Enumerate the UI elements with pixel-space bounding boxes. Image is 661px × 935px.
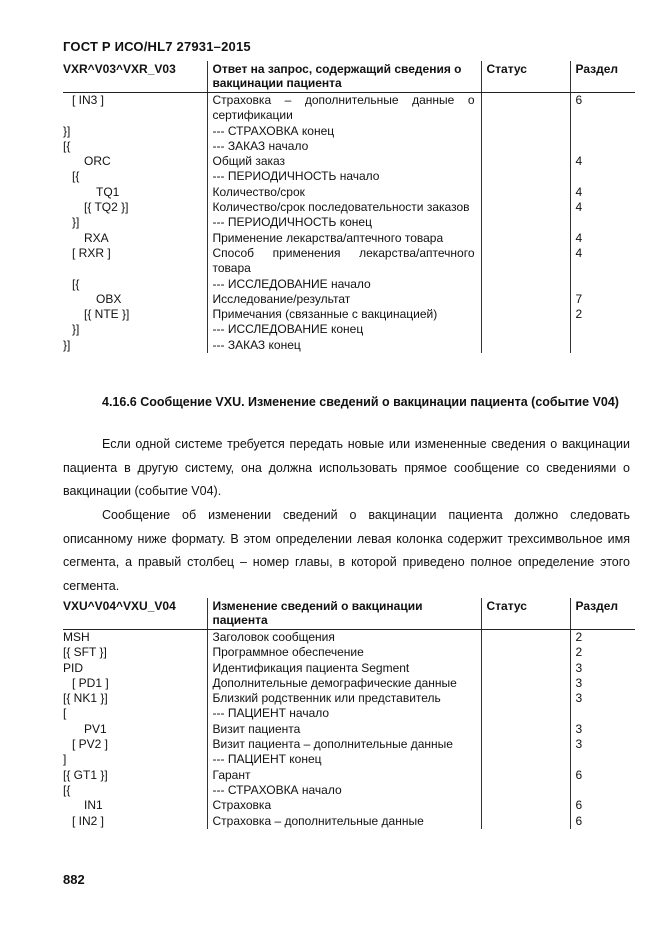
section-cell xyxy=(570,706,635,721)
table-row xyxy=(63,231,635,246)
section-cell: 6 xyxy=(570,814,635,829)
section-cell: 3 xyxy=(570,691,635,706)
segment-cell: [{ xyxy=(72,276,80,291)
column-header-status: Статус xyxy=(481,598,570,630)
section-cell xyxy=(570,169,635,184)
column-header-status: Статус xyxy=(481,61,570,93)
table-row xyxy=(63,691,635,706)
status-cell xyxy=(481,246,570,277)
description-cell: Страховка xyxy=(207,798,481,813)
section-cell: 3 xyxy=(570,661,635,676)
segment-cell: }] xyxy=(63,337,71,352)
table-row xyxy=(63,246,635,277)
page-number: 882 xyxy=(63,872,85,887)
status-cell xyxy=(481,722,570,737)
table-row xyxy=(63,676,635,691)
status-cell xyxy=(481,768,570,783)
status-cell xyxy=(481,277,570,292)
section-cell: 4 xyxy=(570,246,635,277)
section-cell xyxy=(570,752,635,767)
column-header-section: Раздел xyxy=(570,598,635,630)
description-cell: Близкий родственник или представитель xyxy=(207,691,481,706)
section-cell: 3 xyxy=(570,676,635,691)
segment-cell: MSH xyxy=(63,630,90,644)
column-header-description: Ответ на запрос, содержащий сведения о вакцинации пациента xyxy=(207,61,481,93)
status-cell xyxy=(481,661,570,676)
description-cell: --- ПЕРИОДИЧНОСТЬ начало xyxy=(207,169,481,184)
status-cell xyxy=(481,215,570,230)
description-cell: Заголовок сообщения xyxy=(207,630,481,646)
status-cell xyxy=(481,645,570,660)
column-header-message: VXU^V04^VXU_V04 xyxy=(63,598,207,630)
section-cell xyxy=(570,215,635,230)
status-cell xyxy=(481,676,570,691)
table-row xyxy=(63,185,635,200)
segment-table-vxu xyxy=(63,598,635,829)
table-row xyxy=(63,783,635,798)
description-cell: Способ применения лекарства/аптечного товара xyxy=(207,246,481,277)
section-cell xyxy=(570,783,635,798)
status-cell xyxy=(481,169,570,184)
segment-cell: [{ SFT }] xyxy=(63,645,107,660)
status-cell xyxy=(481,630,570,646)
table-row xyxy=(63,139,635,154)
description-cell: Страховка – дополнительные данные о сертификации xyxy=(207,93,481,124)
segment-cell: [ RXR ] xyxy=(72,245,111,260)
segment-cell: TQ1 xyxy=(96,184,120,199)
status-cell xyxy=(481,231,570,246)
segment-cell: [ IN3 ] xyxy=(72,93,105,107)
description-cell: Количество/срок последовательности заказов xyxy=(207,200,481,215)
description-cell: Количество/срок xyxy=(207,185,481,200)
status-cell xyxy=(481,814,570,829)
segment-cell: [{ NTE }] xyxy=(84,307,130,322)
segment-cell: }] xyxy=(72,215,80,230)
segment-cell: [ PD1 ] xyxy=(72,675,109,690)
table-row xyxy=(63,215,635,230)
segment-cell: }] xyxy=(72,322,80,337)
segment-cell: [{ TQ2 }] xyxy=(84,200,129,215)
column-header-section: Раздел xyxy=(570,61,635,93)
table-row xyxy=(63,798,635,813)
segment-cell: IN1 xyxy=(84,798,103,813)
column-header-description: Изменение сведений о вакцинации пациента xyxy=(207,598,481,630)
section-cell: 4 xyxy=(570,185,635,200)
segment-cell: PV1 xyxy=(84,721,107,736)
description-cell: Применение лекарства/аптечного товара xyxy=(207,231,481,246)
description-cell: Примечания (связанные с вакцинацией) xyxy=(207,307,481,322)
status-cell xyxy=(481,706,570,721)
segment-table-vxr xyxy=(63,61,635,353)
section-cell xyxy=(570,338,635,353)
table-row xyxy=(63,93,635,124)
segment-cell: [{ xyxy=(63,138,71,153)
description-cell: --- ПАЦИЕНТ конец xyxy=(207,752,481,767)
description-cell: --- ЗАКАЗ конец xyxy=(207,338,481,353)
status-cell xyxy=(481,292,570,307)
description-cell: Страховка – дополнительные данные xyxy=(207,814,481,829)
table-row xyxy=(63,706,635,721)
segment-cell: ORC xyxy=(84,154,111,169)
status-cell xyxy=(481,307,570,322)
table-row xyxy=(63,169,635,184)
table-header-row xyxy=(63,61,635,93)
description-cell: --- ПЕРИОДИЧНОСТЬ конец xyxy=(207,215,481,230)
segment-cell: [ xyxy=(63,706,67,721)
section-cell: 6 xyxy=(570,768,635,783)
status-cell xyxy=(481,185,570,200)
description-cell: --- ИССЛЕДОВАНИЕ начало xyxy=(207,277,481,292)
table-row xyxy=(63,630,635,646)
section-cell: 4 xyxy=(570,231,635,246)
table-row xyxy=(63,277,635,292)
table-row xyxy=(63,338,635,353)
section-cell: 7 xyxy=(570,292,635,307)
description-cell: Программное обеспечение xyxy=(207,645,481,660)
description-cell: --- ЗАКАЗ начало xyxy=(207,139,481,154)
segment-cell: [ PV2 ] xyxy=(72,737,109,752)
status-cell xyxy=(481,322,570,337)
section-cell: 4 xyxy=(570,154,635,169)
status-cell xyxy=(481,338,570,353)
table-row xyxy=(63,322,635,337)
section-cell xyxy=(570,277,635,292)
column-header-message: VXR^V03^VXR_V03 xyxy=(63,61,207,93)
segment-cell: ] xyxy=(63,752,67,767)
segment-cell: [{ GT1 }] xyxy=(63,767,108,782)
section-heading: 4.16.6 Сообщение VXU. Изменение сведений о вакцинации пациента (событие V04) xyxy=(102,395,619,409)
section-cell: 2 xyxy=(570,645,635,660)
status-cell xyxy=(481,154,570,169)
table-row xyxy=(63,292,635,307)
table-row xyxy=(63,124,635,139)
segment-cell: [{ xyxy=(63,782,71,797)
description-cell: --- ИССЛЕДОВАНИЕ конец xyxy=(207,322,481,337)
description-cell: Общий заказ xyxy=(207,154,481,169)
body-paragraph: Если одной системе требуется передать новые или измененные сведения о вакцинации пациента в другую систему, она должна использовать прямое сообщение со сведениями о вакцинации (событие V04). xyxy=(63,437,630,498)
status-cell xyxy=(481,93,570,124)
section-cell: 4 xyxy=(570,200,635,215)
section-cell xyxy=(570,124,635,139)
table-row xyxy=(63,814,635,829)
table-row xyxy=(63,752,635,767)
status-cell xyxy=(481,752,570,767)
segment-cell: [{ xyxy=(72,169,80,184)
status-cell xyxy=(481,783,570,798)
segment-cell: }] xyxy=(63,123,71,138)
section-cell xyxy=(570,322,635,337)
description-cell: Визит пациента xyxy=(207,722,481,737)
section-cell: 6 xyxy=(570,798,635,813)
status-cell xyxy=(481,798,570,813)
description-cell: Визит пациента – дополнительные данные xyxy=(207,737,481,752)
section-cell: 6 xyxy=(570,93,635,124)
section-cell: 3 xyxy=(570,737,635,752)
description-cell: Исследование/результат xyxy=(207,292,481,307)
section-cell xyxy=(570,139,635,154)
status-cell xyxy=(481,139,570,154)
status-cell xyxy=(481,691,570,706)
section-cell: 2 xyxy=(570,307,635,322)
status-cell xyxy=(481,124,570,139)
description-cell: Гарант xyxy=(207,768,481,783)
table-row xyxy=(63,768,635,783)
table-row xyxy=(63,661,635,676)
description-cell: Дополнительные демографические данные xyxy=(207,676,481,691)
segment-cell: [{ NK1 }] xyxy=(63,691,108,706)
segment-cell: PID xyxy=(63,660,84,675)
body-paragraph: Сообщение об изменении сведений о вакцинации пациента должно следовать описанному ниже формату. В этом определении левая колонка содержит трехсимвольное имя сегмента, а правый столбец – номер главы, в которой приведено полное определение этого сегмента. xyxy=(63,508,630,593)
table-row xyxy=(63,154,635,169)
description-cell: --- СТРАХОВКА конец xyxy=(207,124,481,139)
table-row xyxy=(63,737,635,752)
description-cell: --- СТРАХОВКА начало xyxy=(207,783,481,798)
description-cell: Идентификация пациента Segment xyxy=(207,661,481,676)
description-cell: --- ПАЦИЕНТ начало xyxy=(207,706,481,721)
table-row xyxy=(63,200,635,215)
segment-cell: RXA xyxy=(84,230,109,245)
table-row xyxy=(63,645,635,660)
table-row xyxy=(63,307,635,322)
status-cell xyxy=(481,200,570,215)
section-cell: 3 xyxy=(570,722,635,737)
table-row xyxy=(63,722,635,737)
status-cell xyxy=(481,737,570,752)
segment-cell: OBX xyxy=(96,291,122,306)
standard-title: ГОСТ Р ИСО/HL7 27931–2015 xyxy=(63,39,251,54)
segment-cell: [ IN2 ] xyxy=(72,813,105,828)
section-cell: 2 xyxy=(570,630,635,646)
table-header-row xyxy=(63,598,635,630)
